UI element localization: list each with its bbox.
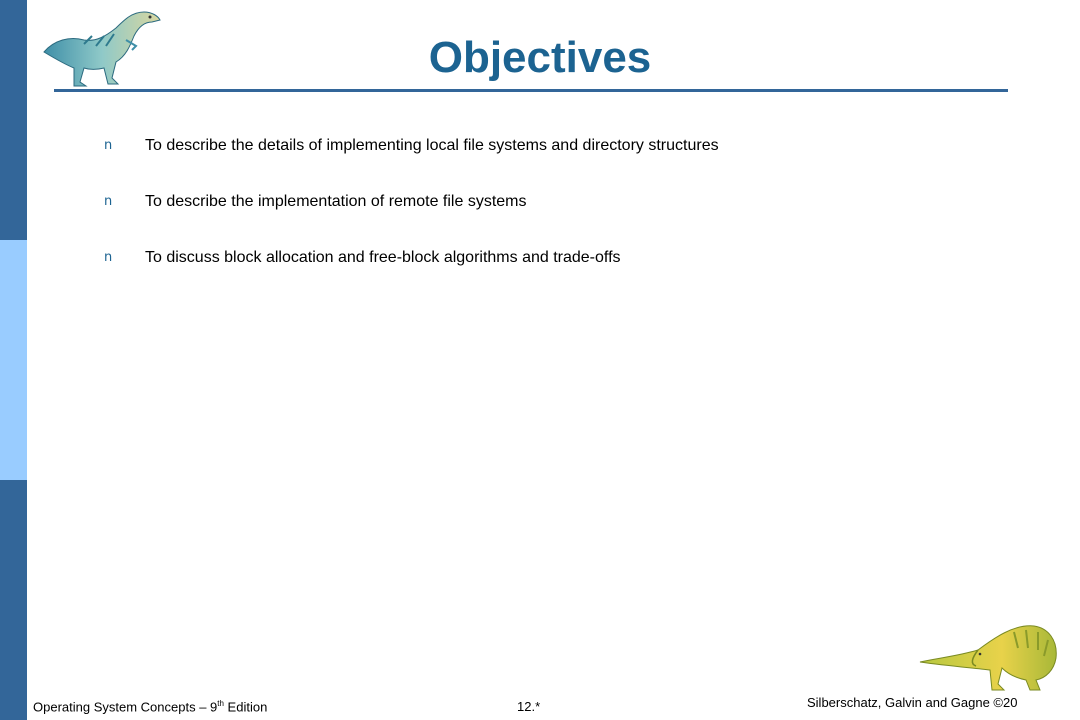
bullet-marker: n (104, 194, 113, 209)
bullet-text: To describe the implementation of remote file systems (145, 193, 527, 210)
bullet-item (104, 188, 1034, 244)
left-sidebar-bar (0, 0, 27, 720)
slide-title: Objectives (428, 33, 652, 82)
bullet-item (104, 244, 1034, 300)
footer-book-title-text: Operating System Concepts – 9 (33, 699, 218, 715)
bullet-marker: n (104, 138, 113, 153)
footer-edition-superscript: th (217, 699, 224, 708)
footer-edition-suffix: Edition (223, 699, 268, 715)
sidebar-segment-bottom (0, 480, 27, 720)
footer-page-number: 12.* (517, 699, 541, 714)
bullet-text: To discuss block allocation and free-block algorithms and trade-offs (145, 249, 621, 266)
bullet-text: To describe the details of implementing local file systems and directory structures (145, 137, 719, 154)
bullet-item (104, 132, 1034, 188)
footer-authors-copyright: Silberschatz, Galvin and Gagne ©20 (807, 695, 1018, 710)
dinosaur-logo-bottom-icon (918, 618, 1060, 692)
bullet-marker: n (104, 250, 113, 265)
footer-book-title (33, 699, 267, 714)
title-underline-rule (54, 89, 1008, 92)
sidebar-segment-middle (0, 240, 27, 480)
bullet-list (104, 132, 1034, 300)
